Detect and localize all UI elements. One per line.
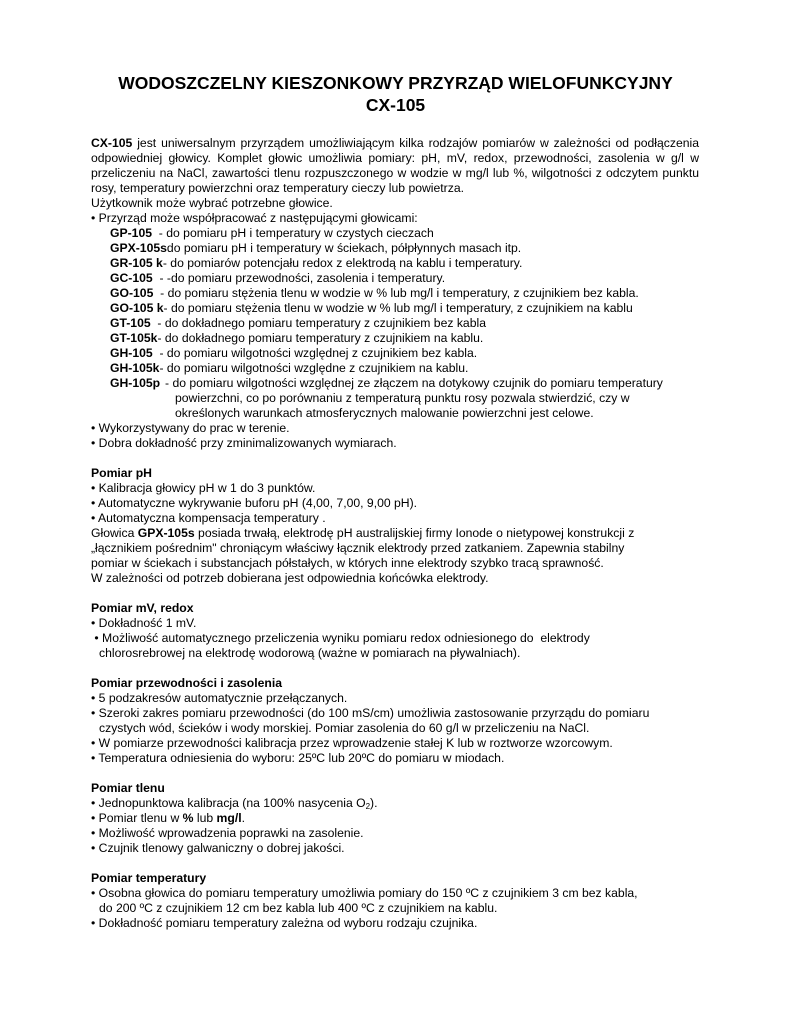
probe-code: GR-105 k [110, 256, 163, 270]
oxygen-b2-percent: % [182, 811, 194, 825]
ph-paragraph-line2: „łącznikiem pośrednim" chroniącym właściwy łącznik elektrody przed zatkaniem. Zapewnia stabilny [91, 541, 625, 555]
probe-code: GH-105k [110, 361, 160, 375]
ph-p-code: GPX-105s [137, 526, 195, 540]
probe-code: GH-105 [110, 346, 160, 360]
probe-row [91, 331, 699, 346]
section-gap [91, 856, 699, 871]
probe-row-gh105p [91, 376, 699, 421]
oxygen-bullet: • Możliwość wprowadzenia poprawki na zasolenie. [91, 826, 364, 840]
ph-p-rest: posiada trwałą, elektrodę pH australijskiej firmy Ionode o nietypowej konstrukcji z [194, 526, 635, 540]
section-gap [91, 766, 699, 781]
oxygen-b1-sub: 2 [365, 802, 371, 811]
heads-intro: • Przyrząd może współpracować z następującymi głowicami: [91, 211, 418, 225]
ph-paragraph-line1 [91, 526, 699, 541]
probe-row [91, 226, 699, 241]
gh105p-line3: określonych warunkach atmosferycznych malowanie powierzchni jest celowe. [175, 406, 594, 420]
general-bullet: • Dobra dokładność przy zminimalizowanych wymiarach. [91, 436, 397, 450]
intro-paragraph [91, 136, 699, 196]
section-heading-mv: Pomiar mV, redox [91, 601, 194, 615]
probe-code: GO-105 k [110, 301, 164, 315]
temp-bullet-line2: do 200 ºC z czujnikiem 12 cm bez kabla lub 400 ºC z czujnikiem na kablu. [99, 901, 498, 915]
oxygen-bullet: • Czujnik tlenowy galwaniczny o dobrej jakości. [91, 841, 345, 855]
probe-row [91, 346, 699, 361]
oxygen-b2-pre: • Pomiar tlenu w [91, 811, 183, 825]
probe-desc: - do dokładnego pomiaru temperatury z czujnikiem bez kabla [157, 316, 486, 330]
cond-bullet: • W pomiarze przewodności kalibracja przez wprowadzenie stałej K lub w roztworze wzorcowym. [91, 736, 613, 750]
probe-desc: - do pomiaru wilgotności względne z czujnikiem na kablu. [159, 361, 469, 375]
probe-desc: - do pomiaru pH i temperatury w czystych cieczach [158, 226, 434, 240]
probe-desc: - do pomiaru stężenia tlenu w wodzie w % lub mg/l i temperatury, z czujnikiem bez kabla. [160, 286, 639, 300]
oxygen-b1-pre: • Jednopunktowa kalibracja (na 100% nasycenia O [91, 796, 366, 810]
probe-code: GP-105 [110, 226, 159, 240]
section-heading-conductivity: Pomiar przewodności i zasolenia [91, 676, 282, 690]
probe-code: GPX-105s [110, 241, 167, 255]
probe-list [91, 226, 699, 421]
section-gap [91, 586, 699, 601]
intro-user-line: Użytkownik może wybrać potrzebne głowice. [91, 196, 333, 210]
section-heading-oxygen: Pomiar tlenu [91, 781, 165, 795]
section-gap [91, 451, 699, 466]
document-body [91, 136, 699, 931]
general-bullet: • Wykorzystywany do prac w terenie. [91, 421, 290, 435]
probe-code: GO-105 [110, 286, 161, 300]
cond-bullet: • 5 podzakresów automatycznie przełączanych. [91, 691, 348, 705]
cond-bullet-line2: czystych wód, ścieków i wody morskiej. Pomiar zasolenia do 60 g/l w przeliczeniu na NaCl. [99, 721, 590, 735]
probe-desc: do pomiaru pH i temperatury w ściekach, półpłynnych masach itp. [166, 241, 522, 255]
probe-code: GT-105k [110, 331, 158, 345]
document-subtitle-model: CX-105 [365, 95, 426, 115]
oxygen-bullet [91, 796, 699, 811]
probe-row [91, 301, 699, 316]
ph-p-pre: Głowica [91, 526, 138, 540]
oxygen-b2-post: . [241, 811, 245, 825]
probe-desc: - do pomiaru stężenia tlenu w wodzie w % lub mg/l i temperatury, z czujnikiem na kablu [163, 301, 633, 315]
section-gap [91, 661, 699, 676]
mv-bullet-line1: • Możliwość automatycznego przeliczenia wyniku pomiaru redox odniesionego do elektrody [91, 631, 590, 645]
section-heading-ph: Pomiar pH [91, 466, 152, 480]
ph-paragraph-line4: W zależności od potrzeb dobierana jest odpowiednia końcówka elektrody. [91, 571, 489, 585]
oxygen-bullet [91, 811, 699, 826]
oxygen-b2-mgl: mg/l [216, 811, 242, 825]
probe-desc: - do dokładnego pomiaru temperatury z czujnikiem na kablu. [157, 331, 484, 345]
probe-row [91, 286, 699, 301]
document-title: WODOSZCZELNY KIESZONKOWY PRZYRZĄD WIELOFUNKCYJNY [118, 73, 673, 93]
probe-row [91, 271, 699, 286]
probe-row [91, 316, 699, 331]
temp-bullet-line1: • Osobna głowica do pomiaru temperatury umożliwia pomiary do 150 ºC z czujnikiem 3 cm bez kabla, [91, 886, 638, 900]
probe-code: GC-105 [110, 271, 160, 285]
ph-paragraph-line3: pomiar w ściekach i substancjach półstałych, w których inne elektrody szybko tracą sprawność. [91, 556, 604, 570]
oxygen-b2-mid: lub [193, 811, 217, 825]
probe-desc: - do pomiarów potencjału redox z elektrodą na kablu i temperatury. [162, 256, 523, 270]
mv-bullet: • Dokładność 1 mV. [91, 616, 197, 630]
mv-bullet-line2: chlorosrebrowej na elektrodę wodorową (ważne w pomiarach na pływalniach). [99, 646, 521, 660]
probe-row [91, 256, 699, 271]
oxygen-b1-post: ). [370, 796, 378, 810]
ph-bullet: • Automatyczne wykrywanie buforu pH (4,00, 7,00, 9,00 pH). [91, 496, 418, 510]
probe-row [91, 361, 699, 376]
intro-text: jest uniwersalnym przyrządem umożliwiającym kilka rodzajów pomiarów w zależności od podłączenia odpowiedniej głowicy. Komplet głowic umożliwia pomiary: pH, mV, redox, przewodności, zasolenia w g/l w przeliczeniu na NaCl, zawartości tlenu rozpuszczonego w wodzie w mg/l lub %, wilgotności z odczytem punktu rosy, temperatury powierzchni oraz temperatury cieczy lub powietrza. [91, 136, 699, 195]
intro-model: CX-105 [91, 136, 133, 150]
probe-desc [165, 376, 699, 421]
cond-bullet-line1: • Szeroki zakres pomiaru przewodności (do 100 mS/cm) umożliwia zastosowanie przyrządu do pomiaru [91, 706, 650, 720]
temp-bullet: • Dokładność pomiaru temperatury zależna od wyboru rodzaju czujnika. [91, 916, 478, 930]
probe-code: GT-105 [110, 316, 158, 330]
probe-desc: - -do pomiaru przewodności, zasolenia i temperatury. [159, 271, 446, 285]
probe-code: GH-105p [110, 376, 161, 390]
gh105p-line1: - do pomiaru wilgotności względnej ze złączem na dotykowy czujnik do pomiaru temperatury [165, 376, 663, 390]
probe-desc: - do pomiaru wilgotności względnej z czujnikiem bez kabla. [159, 346, 478, 360]
section-heading-temperature: Pomiar temperatury [91, 871, 207, 885]
gh105p-line2: powierzchni, co po porównaniu z temperaturą punktu rosy pozwala stwierdzić, czy w [175, 391, 630, 405]
ph-bullet: • Kalibracja głowicy pH w 1 do 3 punktów. [91, 481, 316, 495]
probe-row [91, 241, 699, 256]
cond-bullet: • Temperatura odniesienia do wyboru: 25ºC lub 20ºC do pomiaru w miodach. [91, 751, 505, 765]
ph-bullet: • Automatyczna kompensacja temperatury . [91, 511, 326, 525]
